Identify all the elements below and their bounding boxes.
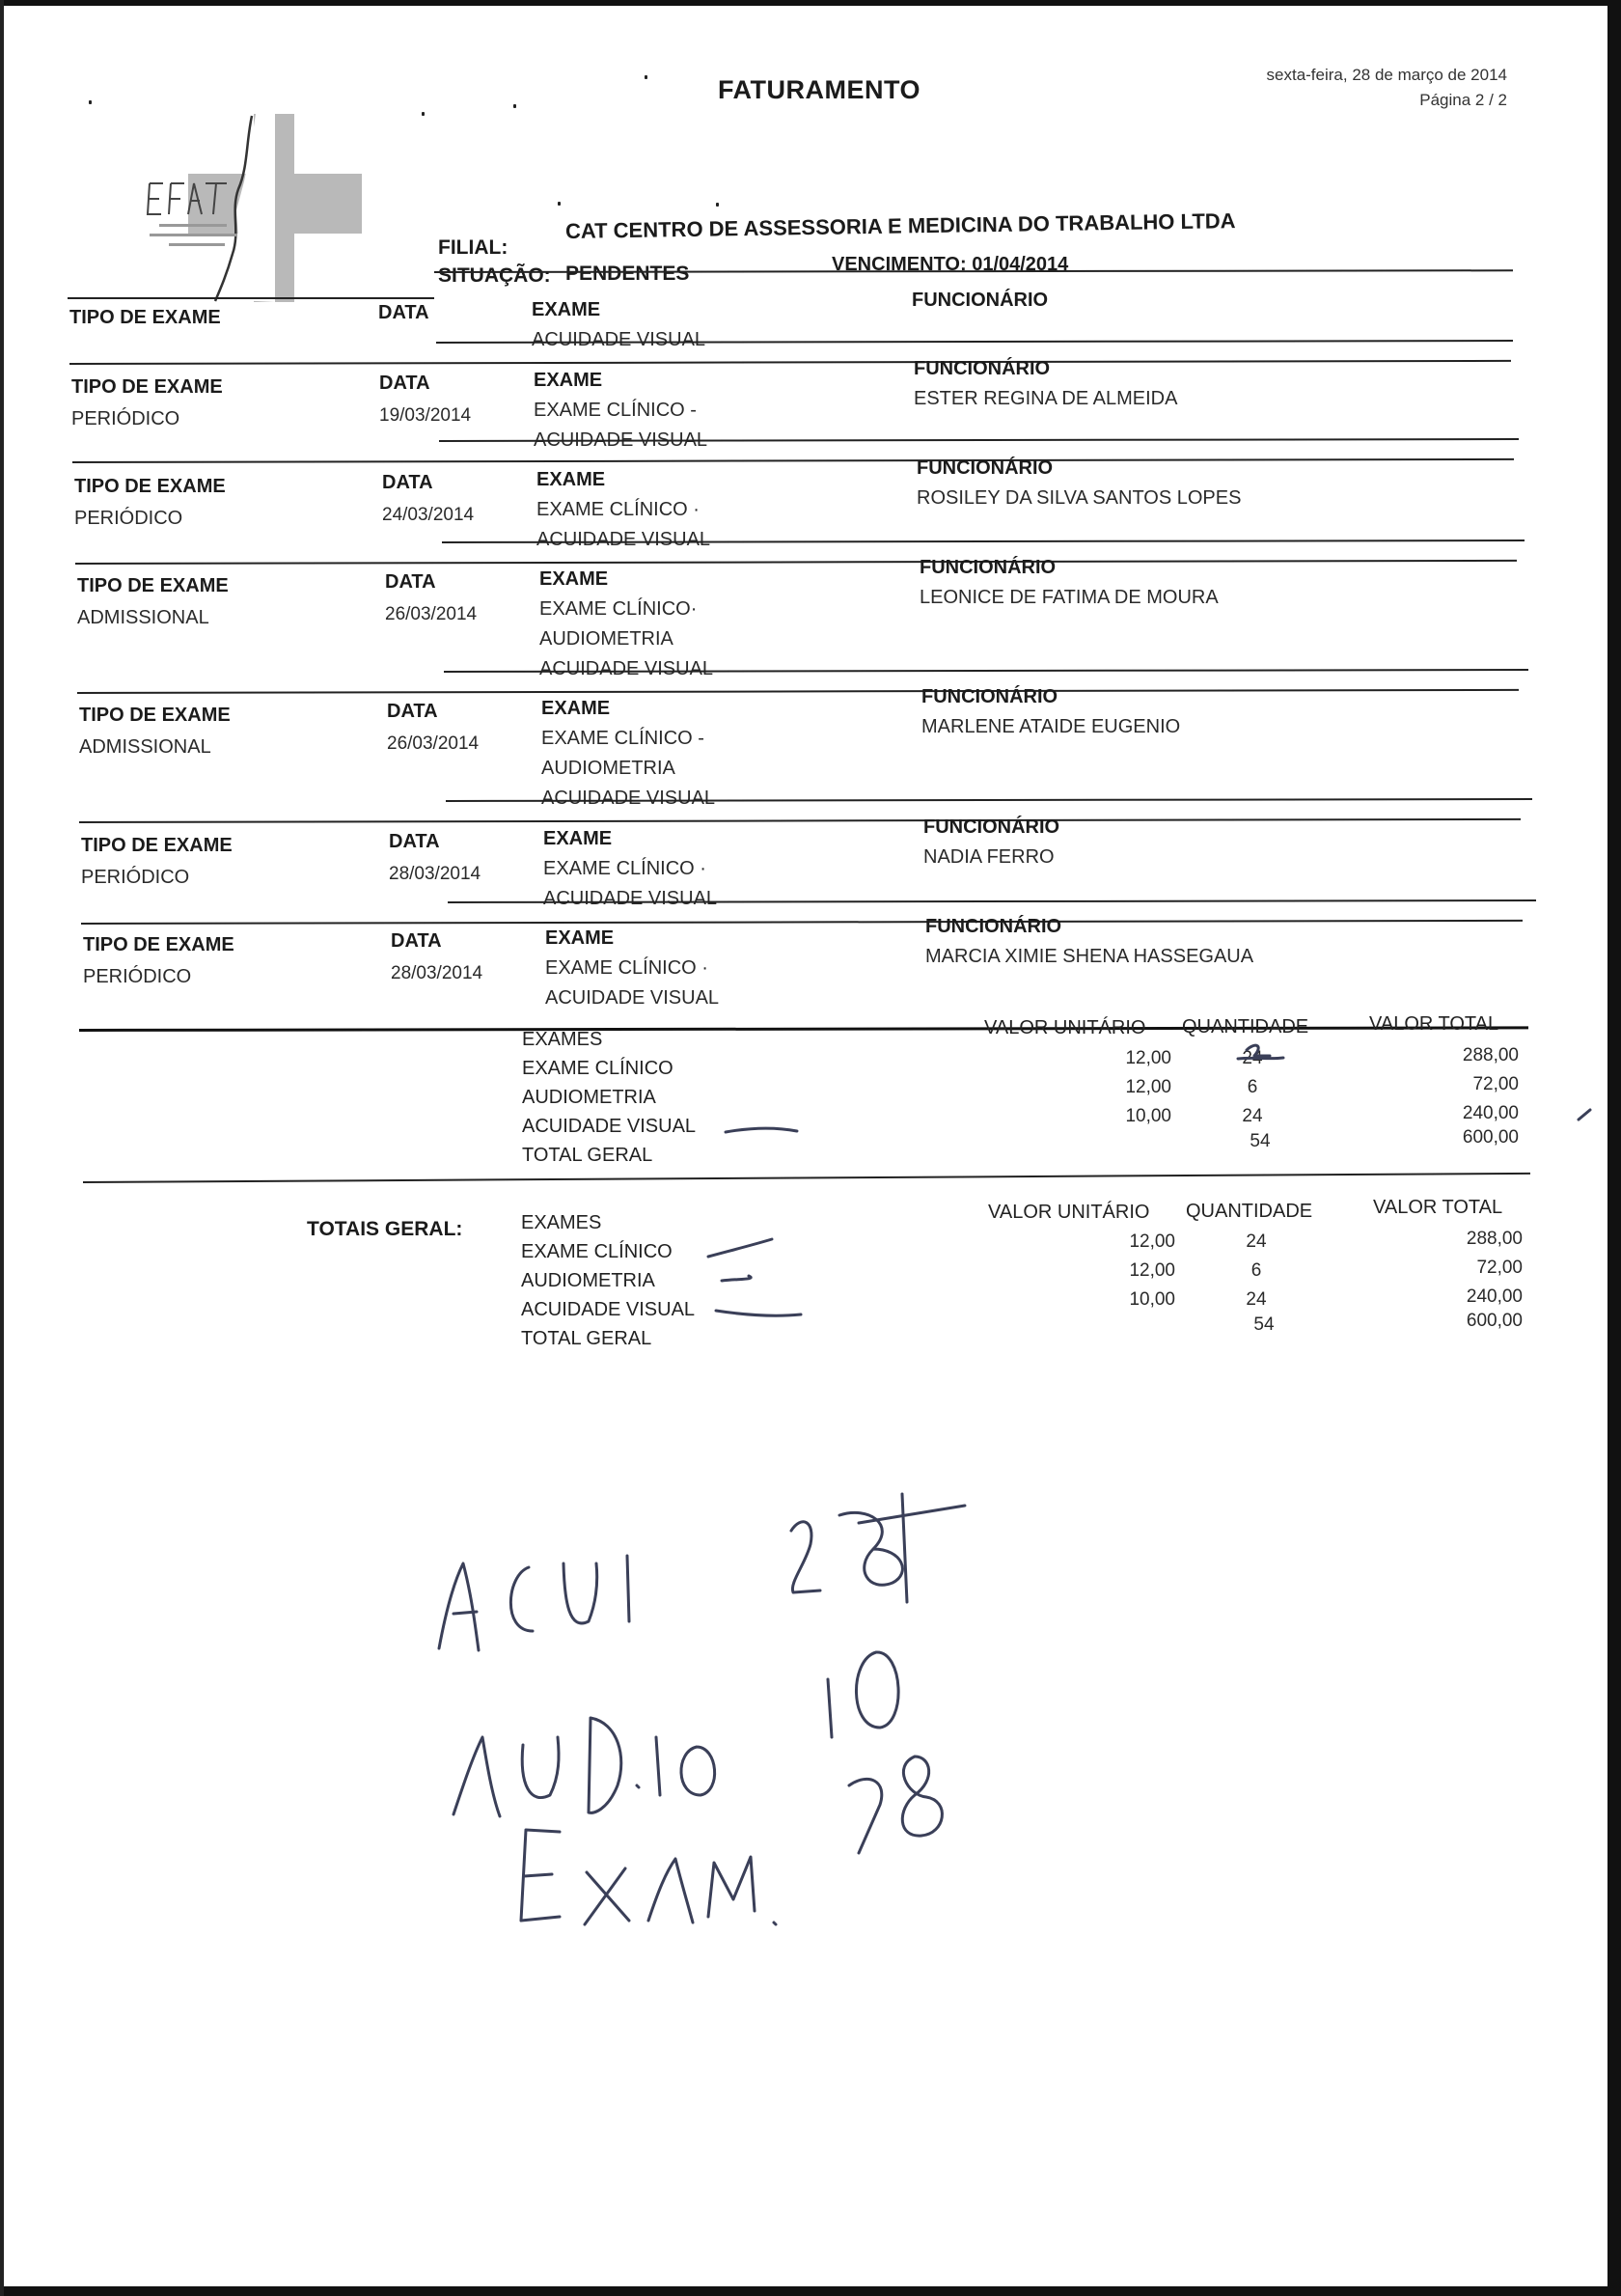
quantity: 24 — [1242, 1048, 1263, 1068]
funcionario-header: FUNCIONÁRIO — [923, 816, 1060, 838]
summary-exames-label: EXAMES — [522, 1029, 603, 1050]
data-value: 26/03/2014 — [385, 604, 478, 624]
scan-speck — [716, 203, 719, 207]
total-value: 72,00 — [1472, 1074, 1519, 1094]
total-value: 240,00 — [1466, 1286, 1523, 1307]
record-separator — [79, 818, 1521, 823]
quantity: 6 — [1247, 1077, 1258, 1097]
scan-border-right — [1607, 0, 1621, 2296]
vencimento: VENCIMENTO: 01/04/2014 — [832, 254, 1069, 275]
unit-price: 12,00 — [1129, 1260, 1175, 1281]
tipo-header: TIPO DE EXAME — [81, 835, 233, 856]
underline-stroke — [726, 1128, 797, 1132]
summary-exam-name: EXAME CLÍNICO — [521, 1241, 673, 1262]
funcionario-name: ESTER REGINA DE ALMEIDA — [914, 388, 1178, 409]
exame-header: EXAME — [534, 370, 603, 391]
funcionario-name: NADIA FERRO — [923, 846, 1055, 868]
scan-speck — [422, 112, 425, 116]
scan-speck — [513, 104, 516, 108]
tipo-value: ADMISSIONAL — [79, 736, 211, 758]
summary-qty-label: QUANTIDADE — [1182, 1016, 1309, 1037]
quantity: 24 — [1246, 1289, 1267, 1310]
unit-price: 10,00 — [1125, 1106, 1171, 1126]
exam-item: AUDIOMETRIA — [541, 758, 675, 779]
scan-border-bottom — [0, 2286, 1621, 2296]
handwritten-note-exam — [521, 1757, 942, 1924]
funcionario-name: MARLENE ATAIDE EUGENIO — [921, 716, 1181, 737]
quantity: 24 — [1242, 1106, 1263, 1126]
record-separator — [69, 360, 1511, 365]
exam-item: EXAME CLÍNICO· — [539, 598, 698, 620]
exam-item: EXAME CLÍNICO · — [545, 957, 708, 979]
tipo-value: ADMISSIONAL — [77, 607, 209, 628]
report-date: sexta-feira, 28 de março de 2014 — [1266, 66, 1507, 84]
scan-speck — [645, 75, 647, 79]
tipo-value: PERIÓDICO — [74, 508, 183, 529]
scan-border-top — [0, 0, 1621, 6]
exam-item: EXAME CLÍNICO · — [536, 499, 700, 520]
summary-top-rule — [79, 1026, 1528, 1032]
unit-price: 12,00 — [1125, 1077, 1171, 1097]
tipo-header: TIPO DE EXAME — [74, 476, 226, 497]
funcionario-header: FUNCIONÁRIO — [912, 290, 1049, 311]
funcionario-name: MARCIA XIMIE SHENA HASSEGAUA — [925, 946, 1254, 967]
total-quantity: 54 — [1250, 1131, 1271, 1151]
page-title: FATURAMENTO — [718, 75, 920, 104]
handwritten-note-acui — [439, 1494, 965, 1650]
dash-stroke — [722, 1276, 751, 1281]
total-geral-value: 600,00 — [1462, 1127, 1519, 1148]
total-value: 72,00 — [1476, 1258, 1523, 1278]
exam-item: ACUIDADE VISUAL — [539, 658, 714, 679]
data-value: 28/03/2014 — [389, 864, 481, 884]
total-geral-label: TOTAL GERAL — [522, 1145, 653, 1166]
filial-label: FILIAL: — [438, 236, 508, 259]
summary-bottom-rule — [83, 1173, 1530, 1183]
exam-item: EXAME CLÍNICO - — [541, 728, 704, 749]
tipo-header: TIPO DE EXAME — [69, 307, 221, 328]
data-header: DATA — [385, 571, 436, 593]
tipo-value: PERIÓDICO — [81, 867, 190, 888]
funcionario-name: ROSILEY DA SILVA SANTOS LOPES — [917, 487, 1242, 509]
data-value: 24/03/2014 — [382, 505, 475, 525]
situacao-label: SITUAÇÃO: — [438, 264, 551, 287]
totais-geral-label: TOTAIS GERAL: — [307, 1218, 463, 1240]
funcionario-header: FUNCIONÁRIO — [917, 457, 1054, 479]
funcionario-name: LEONICE DE FATIMA DE MOURA — [920, 587, 1219, 608]
unit-price: 12,00 — [1125, 1048, 1171, 1068]
unit-price: 10,00 — [1129, 1289, 1175, 1310]
funcionario-header: FUNCIONÁRIO — [925, 916, 1062, 937]
tipo-header: TIPO DE EXAME — [83, 934, 234, 955]
scan-speck — [89, 100, 92, 104]
divider-line — [68, 297, 434, 299]
exame-header: EXAME — [536, 469, 606, 490]
tipo-value: PERIÓDICO — [83, 966, 192, 987]
dash-stroke — [708, 1239, 772, 1257]
exam-item: EXAME CLÍNICO - — [534, 400, 697, 421]
summary-exam-name: ACUIDADE VISUAL — [522, 1116, 697, 1137]
total-value: 240,00 — [1462, 1103, 1519, 1123]
scan-speck — [558, 202, 561, 206]
record-separator — [81, 920, 1523, 925]
data-header: DATA — [389, 831, 440, 852]
record-separator — [72, 458, 1514, 463]
filial-value: CAT CENTRO DE ASSESSORIA E MEDICINA DO TRABALHO LTDA — [564, 208, 1236, 243]
exame-header: EXAME — [539, 568, 609, 590]
summary-total-label: VALOR TOTAL — [1369, 1013, 1499, 1035]
summary-exam-name: AUDIOMETRIA — [522, 1087, 656, 1108]
totais-qty-label: QUANTIDADE — [1186, 1201, 1313, 1222]
summary-exam-name: ACUIDADE VISUAL — [521, 1299, 696, 1320]
exame-header: EXAME — [543, 828, 613, 849]
unit-price: 12,00 — [1129, 1231, 1175, 1252]
exame-header: EXAME — [545, 927, 615, 949]
data-value: 26/03/2014 — [387, 733, 480, 754]
funcionario-header: FUNCIONÁRIO — [920, 557, 1057, 578]
tipo-header: TIPO DE EXAME — [77, 575, 229, 596]
record-separator — [75, 560, 1517, 565]
exam-item: EXAME CLÍNICO · — [543, 858, 706, 879]
total-geral-value: 600,00 — [1466, 1311, 1523, 1331]
data-header: DATA — [391, 930, 442, 952]
totais-unit-label: VALOR UNITÁRIO — [988, 1202, 1150, 1223]
scan-border-left — [0, 0, 4, 2296]
data-header: DATA — [387, 701, 438, 722]
data-header: DATA — [382, 472, 433, 493]
page-number: Página 2 / 2 — [1419, 91, 1507, 109]
totais-exames-label: EXAMES — [521, 1212, 602, 1233]
exame-header: EXAME — [532, 299, 601, 320]
summary-unit-label: VALOR UNITÁRIO — [984, 1017, 1146, 1038]
data-header: DATA — [379, 373, 430, 394]
exame-header: EXAME — [541, 698, 611, 719]
summary-exam-name: EXAME CLÍNICO — [522, 1058, 673, 1079]
exam-item: ACUIDADE VISUAL — [536, 529, 711, 550]
exam-item: AUDIOMETRIA — [539, 628, 673, 650]
totais-total-label: VALOR TOTAL — [1373, 1197, 1503, 1218]
exam-item: ACUIDADE VISUAL — [543, 888, 718, 909]
margin-tick — [1579, 1110, 1590, 1120]
data-value: 19/03/2014 — [379, 405, 472, 426]
total-quantity: 54 — [1253, 1314, 1275, 1335]
total-geral-label: TOTAL GERAL — [521, 1328, 652, 1349]
funcionario-header: FUNCIONÁRIO — [921, 686, 1058, 707]
record-separator — [77, 689, 1519, 694]
company-logo — [130, 114, 362, 302]
data-value: 28/03/2014 — [391, 963, 483, 983]
exam-item: ACUIDADE VISUAL — [545, 987, 720, 1009]
total-value: 288,00 — [1462, 1045, 1519, 1065]
summary-exam-name: AUDIOMETRIA — [521, 1270, 655, 1291]
tipo-value: PERIÓDICO — [71, 408, 180, 429]
funcionario-header: FUNCIONÁRIO — [914, 358, 1051, 379]
tipo-header: TIPO DE EXAME — [71, 376, 223, 398]
tipo-header: TIPO DE EXAME — [79, 705, 231, 726]
handwritten-note-audio — [453, 1652, 898, 1816]
situacao-value: PENDENTES — [565, 263, 690, 285]
exam-item: ACUIDADE VISUAL — [541, 788, 716, 809]
quantity: 24 — [1246, 1231, 1267, 1252]
dash-stroke — [716, 1311, 801, 1315]
exam-item: ACUIDADE VISUAL — [532, 329, 706, 350]
quantity: 6 — [1250, 1260, 1262, 1281]
data-header: DATA — [378, 302, 429, 323]
exam-item: ACUIDADE VISUAL — [534, 429, 708, 451]
total-value: 288,00 — [1466, 1229, 1523, 1249]
